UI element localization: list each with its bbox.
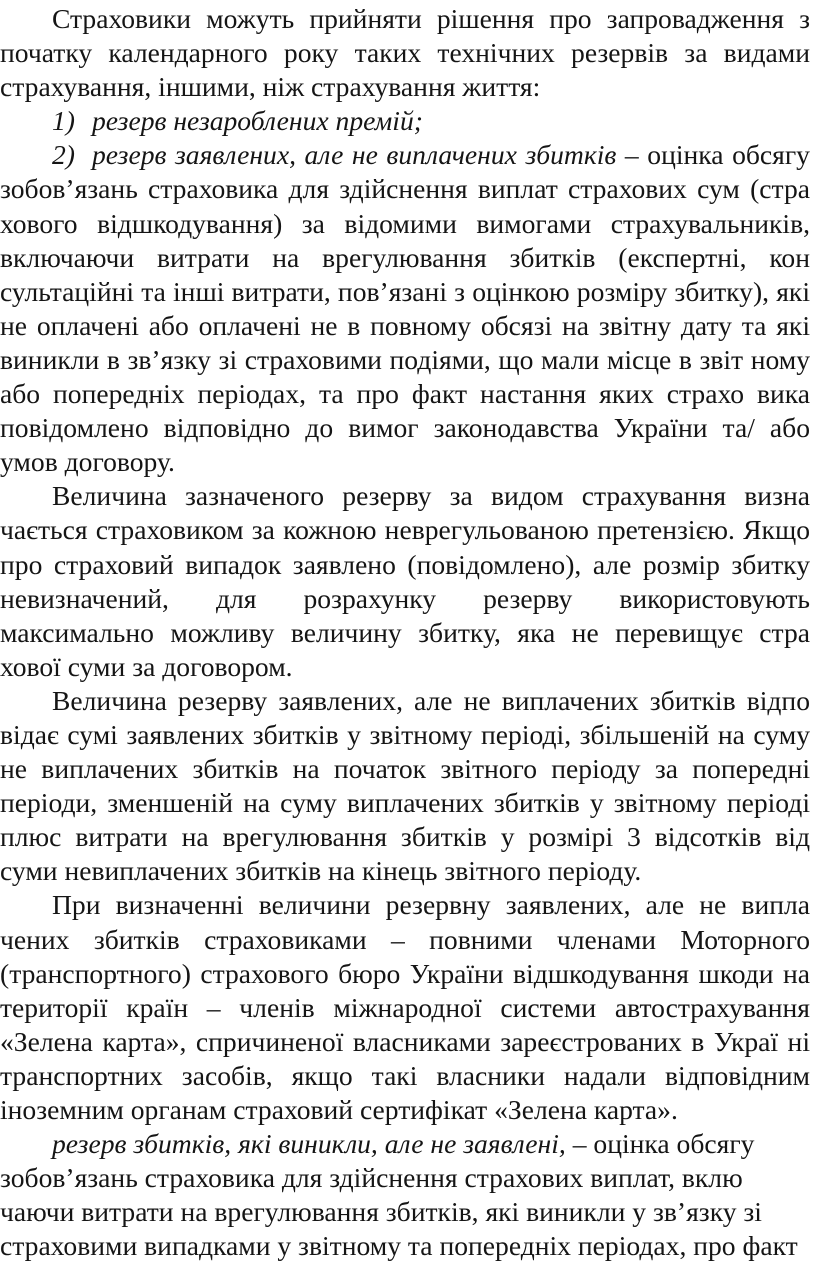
list-term: резерв заявлених, але не виплачених збитків: [92, 139, 617, 171]
final-text: – оцінка обсягу зобов’язань страховика для здійснення страхових виплат, вклю чаючи витрати на врегулювання збитків, які виникли у зв’язку зі страховими випадками у звітному та попередніх періодах, про факт: [0, 1128, 798, 1262]
body-paragraph-3: При визначенні величини резервну заявлених, але не випла чених збитків страховиками – повними членами Моторного (транспортного) страхового бюро України відшкодування шкоди на території країн – членів міжнародної системи автострахування «Зелена карта», спричиненої власниками зареєстрованих в Украї ні транспортних засобів, якщо такі власники надали відповідним іноземним органам страховий сертифікат «Зелена карта».: [0, 889, 810, 1125]
intro-paragraph: Страховики можуть прийняти рішення про запровадження з початку календарного року таких технічних резервів за видами страхування, іншими, ніж страхування життя:: [0, 3, 810, 103]
body-paragraph-1: Величина зазначеного резерву за видом страхування визна чається страховиком за кожною неврегульованою претензією. Якщо про страховий випадок заявлено (повідомлено), але розмір збитку невизначений, для розрахунку резерву використовують максимально можливу величину збитку, яка не перевищує стра хової суми за договором.: [0, 480, 810, 682]
list-term: резерв незароблених премій;: [92, 105, 423, 137]
body-paragraph-2: Величина резерву заявлених, але не виплачених збитків відпо відає сумі заявлених збитків у звітному періоді, збільшеній на суму не виплачених збитків на початок звітного періоду за попередні періоди, зменшеній на суму виплачених збитків у звітному періоді плюс витрати на врегулювання збитків у розмірі 3 відсотків від суми невиплачених збитків на кінець звітного періоду.: [0, 684, 810, 887]
final-term: резерв збитків, які виникли, але не заявлені,: [52, 1128, 566, 1160]
list-number: 2): [52, 139, 75, 171]
list-number: 1): [52, 105, 75, 137]
list-item-2: [0, 138, 810, 479]
list-item-1: [0, 104, 810, 138]
final-paragraph: [0, 1127, 810, 1263]
list-text: – оцінка обсягу зобов’язань страховика для здійснення виплат страхових сум (стра хового відшкодування) за відомими вимогами страхувальників, включаючи витрати на врегулювання збитків (експертні, кон сультаційні та інші витрати, пов’язані з оцінкою розміру збитку), які не оплачені або оплачені не в повному обсязі на звітну дату та які виникли в зв’язку зі страховими подіями, що мали місце в звіт ному або попередніх періодах, та про факт настання яких страхо вика повідомлено відповідно до вимог законодавства України та/ або умов договору.: [0, 139, 810, 478]
